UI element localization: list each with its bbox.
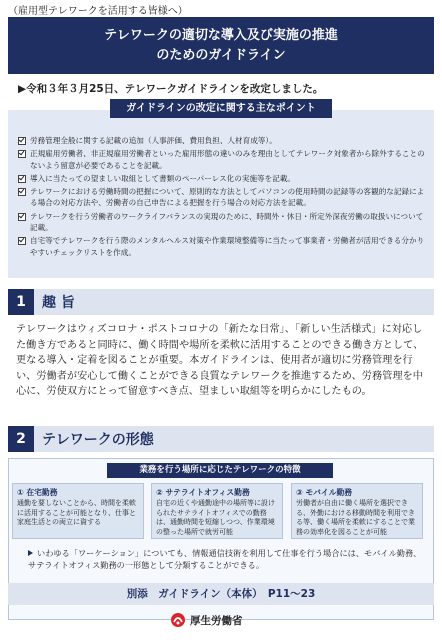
section-1-body: テレワークはウィズコロナ・ポストコロナの「新たな日常」、「新しい生活様式」に対応した働き方であると同時に、働く時間や場所を柔軟に活用することのできる働き方として、更なる導入・定着を図ることが重要。本ガイドラインは、使用者が適切に労務管理を行い、労働者が安心して働くことができる良質なテレワークを推進するため、労務管理を中心に、労使双方にとって留意すべき点、望ましい取組等を明らかにしたもの。	[16, 324, 424, 397]
ministry-logo-icon	[170, 612, 186, 628]
point-item-text: 導入に当たっての望ましい取組として書類のペーパーレス化の実施等を記載。	[30, 173, 296, 183]
points-list	[18, 135, 428, 260]
type-card-title: ① 在宅勤務	[17, 488, 58, 497]
checkbox-icon	[18, 137, 26, 145]
point-item	[18, 211, 428, 234]
section-1-title: 趣 旨	[42, 295, 75, 311]
checkbox-icon	[18, 150, 26, 158]
title-line-1: テレワークの適切な導入及び実施の推進	[104, 27, 338, 43]
point-item	[18, 148, 428, 171]
type-card-mobile	[291, 483, 423, 539]
type-card-home	[12, 483, 144, 539]
point-item-text: 正規雇用労働者、非正規雇用労働者といった雇用形態の違いのみを理由としてテレワーク対象者から除外することのないよう留意が必要であることを記載。	[30, 149, 425, 170]
points-header: ガイドラインの改定に関する主なポイント	[110, 99, 332, 118]
target-audience-note: （雇用型テレワークを活用する皆様へ）	[8, 6, 188, 17]
revision-note: ▶令和３年３月25日、テレワークガイドラインを改定しました。	[18, 83, 324, 95]
checkbox-icon	[18, 175, 26, 183]
checkbox-icon	[18, 188, 26, 196]
point-item-text: 労務管理全般に関する記載の追加（人事評価、費用負担、人材育成等）。	[30, 136, 277, 145]
checkbox-icon	[18, 237, 26, 245]
triangle-bullet-icon	[28, 550, 33, 556]
checkbox-icon	[18, 213, 26, 221]
section-2-header	[8, 426, 434, 452]
workation-note	[28, 547, 428, 571]
section-2-title: テレワークの形態	[42, 432, 154, 448]
type-card-desc: 通勤を要しないことから、時間を柔軟に活用することが可能となり、仕事と家庭生活との両立に資する	[17, 499, 136, 527]
section-1-header	[8, 289, 434, 315]
point-item	[18, 135, 428, 147]
section-2-number: 2	[8, 426, 34, 452]
ministry-name: 厚生労働省	[190, 615, 243, 627]
point-item-text: テレワークにおける労働時間の把握について、原則的な方法としてパソコンの使用時間の記録等の客観的な記録による場合の対応方法や、労働者の自己申告による把握を行う場合の対応方法を記載。	[30, 186, 425, 208]
type-card-desc: 自宅の近くや通勤途中の場所等に設けられたサテライトオフィスでの勤務は、通勤時間を短縮しつつ、作業環境の整った場所で就労可能	[156, 499, 275, 536]
point-item	[18, 173, 428, 185]
point-item	[18, 235, 428, 258]
telework-types-header: 業務を行う場所に応じたテレワークの特徴	[107, 463, 333, 478]
point-item-text: 自宅等でテレワークを行う際のメンタルヘルス対策や作業環境整備等に当たって事業者・労働者が活用できる分かりやすいチェックリストを作成。	[30, 236, 425, 257]
document-title	[8, 17, 434, 74]
point-item-text: テレワークを行う労働者のワークライフバランスの実現のために、時間外・休日・所定外深夜労働の取扱いについて記載。	[30, 211, 424, 233]
type-card-title: ③ モバイル勤務	[296, 488, 353, 497]
point-item	[18, 186, 428, 209]
section-1-number: 1	[8, 289, 34, 315]
type-card-desc: 労働者が自由に働く場所を選択できる、外勤における移動時間を利用できる等、働く場所を柔軟にすることで業務の効率化を図ることが可能	[296, 499, 415, 536]
appendix-reference: 別添 ガイドライン（本体） P11～23	[126, 588, 316, 600]
type-card-satellite	[151, 483, 283, 539]
type-card-title: ② サテライトオフィス勤務	[156, 488, 250, 497]
title-line-2: のためのガイドライン	[156, 47, 286, 63]
workation-note-text: いわゆる「ワーケーション」についても、情報通信技術を利用して仕事を行う場合には、モバイル勤務、サテライトオフィス勤務の一形態として分類することができる。	[28, 548, 422, 570]
